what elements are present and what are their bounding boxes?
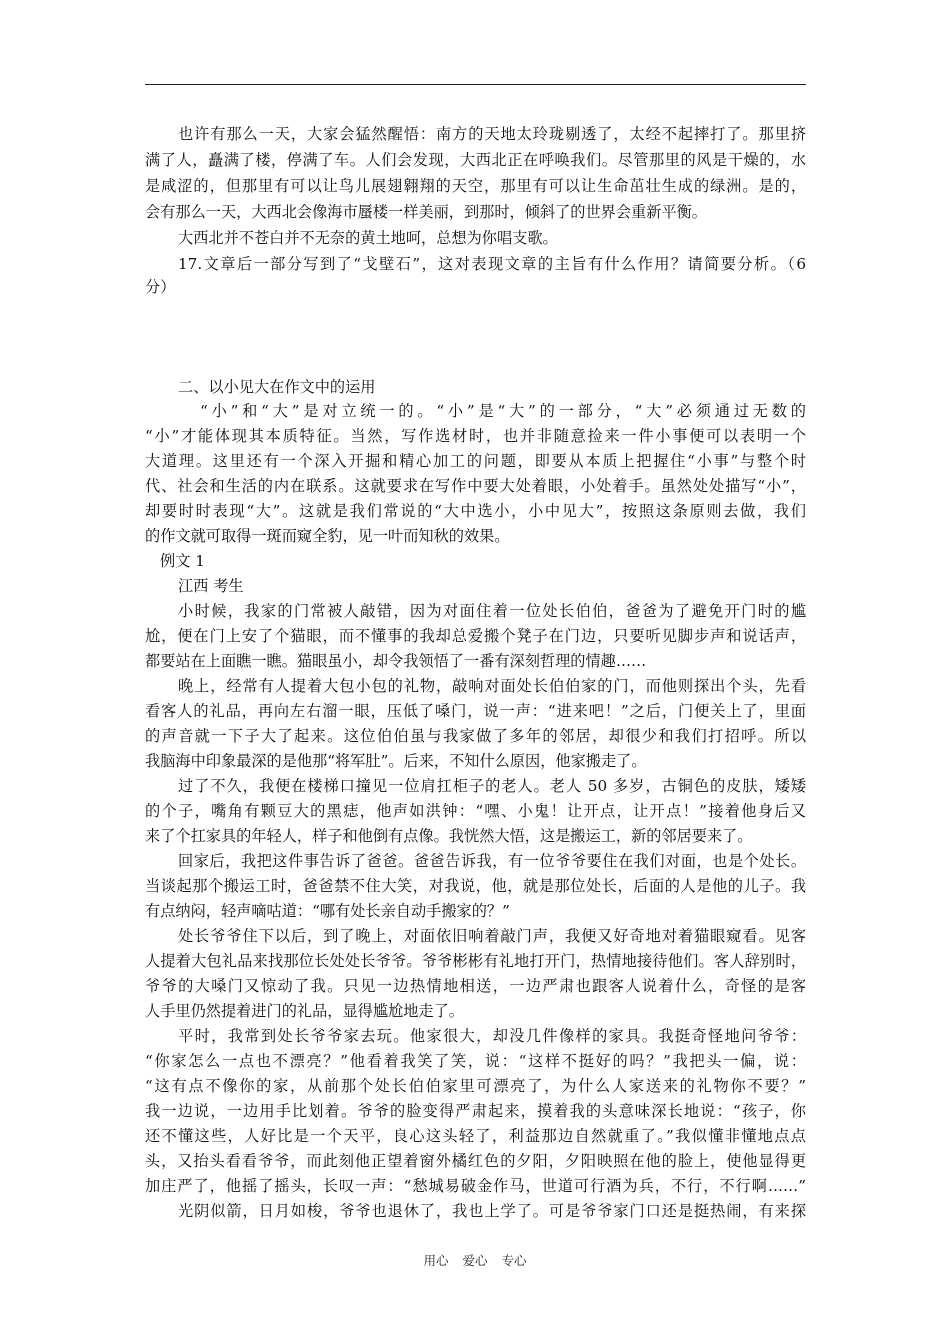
text-line: 大道理。这里还有一个深入开掘和精心加工的问题，即要从本质上把握住“小事”与整个时 xyxy=(145,452,806,470)
question-line: 分） xyxy=(145,278,176,296)
footer-word: 用心 xyxy=(423,1253,449,1268)
text-line: 的声音就一下子大了起来。这位伯伯虽与我家做了多年的邻居，却很少和我们打招呼。所以 xyxy=(145,727,806,745)
text-line: 尬，便在门上安了个猫眼，而不懂事的我却总爱搬个凳子在门边，只要听见脚步声和说话声， xyxy=(145,627,806,645)
text-line: 会有那么一天，大西北会像海市蜃楼一样美丽，到那时，倾斜了的世界会重新平衡。 xyxy=(145,203,707,221)
text-line: “你家怎么一点也不漂亮？”他看着我笑了笑，说：“这样不挺好的吗？”我把头一偏，说： xyxy=(145,1052,806,1070)
text-line: 头，又抬头看看爷爷，而此刻他正望着窗外橘红色的夕阳，夕阳映照在他的脸上，使他显得更 xyxy=(145,1152,806,1170)
text-line: 平时，我常到处长爷爷家去玩。他家很大，却没几件像样的家具。我挺奇怪地问爷爷： xyxy=(178,1027,806,1045)
text-line: 加庄严了，他摇了摇头，长叹一声：“愁城易破金作马，世道可行酒为兵，不行，不行啊……” xyxy=(145,1177,806,1195)
text-line: 也许有那么一天，大家会猛然醒悟：南方的天地太玲珑剔透了，太经不起摔打了。那里挤 xyxy=(178,125,806,143)
text-line: 还不懂这些，人好比是一个天平，良心这头轻了，利益那边自然就重了。”我似懂非懂地点点 xyxy=(145,1127,806,1145)
text-line: 代、社会和生活的内在联系。这就要求在写作中要大处着眼，小处着手。虽然处处描写“小”， xyxy=(145,477,806,495)
text-line: 当谈起那个搬运工时，爸爸禁不住大笑，对我说，他，就是那位处长，后面的人是他的儿子。我 xyxy=(145,877,806,895)
text-line: 满了人，矗满了楼，停满了车。人们会发现，大西北正在呼唤我们。尽管那里的风是干燥的，水 xyxy=(145,151,806,169)
footer-word: 专心 xyxy=(501,1253,527,1268)
question-line: 17.文章后一部分写到了“戈壁石”，这对表现文章的主旨有什么作用？请简要分析。（6 xyxy=(178,255,806,273)
text-line: 回家后，我把这件事告诉了爸爸。爸爸告诉我，有一位爷爷要住在我们对面，也是个处长。 xyxy=(178,852,806,870)
text-line: 的作文就可取得一斑而窥全豹，见一叶而知秋的效果。 xyxy=(145,527,510,545)
text-line: 过了不久，我便在楼梯口撞见一位肩扛柜子的老人。老人 50 多岁，古铜色的皮肤，矮矮 xyxy=(178,777,806,795)
footer-word: 爱心 xyxy=(462,1253,488,1268)
text-line: 的个子，嘴角有颗豆大的黑痣，他声如洪钟：“嘿、小鬼！让开点，让开点！”接着他身后又 xyxy=(145,802,806,820)
text-line: 小时候，我家的门常被人敲错，因为对面住着一位处长伯伯，爸爸为了避免开门时的尴 xyxy=(178,602,806,620)
text-line: 我一边说，一边用手比划着。爷爷的脸变得严肃起来，摸着我的头意味深长地说：“孩子，你 xyxy=(145,1102,806,1120)
text-line: 都要站在上面瞧一瞧。猫眼虽小，却令我领悟了一番有深刻哲理的情趣…… xyxy=(145,652,647,670)
text-line: 来了个扛家具的年轻人，样子和他倒有点像。我恍然大悟，这是搬运工，新的邻居要来了。 xyxy=(145,827,753,845)
text-line: 光阴似箭，日月如梭，爷爷也退休了，我也上学了。可是爷爷家门口还是挺热闹，有来探 xyxy=(178,1202,806,1220)
text-line: 晚上，经常有人提着大包小包的礼物，敲响对面处长伯伯家的门，而他则探出个头，先看 xyxy=(178,677,806,695)
section-title: 二、以小见大在作文中的运用 xyxy=(178,378,376,396)
text-line: 我脑海中印象最深的是他那“将军肚”。后来，不知什么原因，他家搬走了。 xyxy=(145,752,647,770)
example-label: 例文 1 xyxy=(160,552,205,570)
author-line: 江西 考生 xyxy=(178,577,244,595)
text-line: 有点纳闷，轻声嘀咕道：“哪有处长亲自动手搬家的？” xyxy=(145,902,510,920)
text-line: 人手里仍然提着进门的礼品，显得尴尬地走了。 xyxy=(145,1002,464,1020)
page-footer xyxy=(0,1251,950,1269)
text-line: 处长爷爷住下以后，到了晚上，对面依旧响着敲门声，我便又好奇地对着猫眼窥看。见客 xyxy=(178,927,806,945)
text-line: “小”才能体现其本质特征。当然，写作选材时，也并非随意捡来一件小事便可以表明一个 xyxy=(145,427,806,445)
header-rule xyxy=(145,84,806,85)
text-line: “小”和“大”是对立统一的。“小”是“大”的一部分，“大”必须通过无数的 xyxy=(200,402,806,420)
text-line: 大西北并不苍白并不无奈的黄土地呵，总想为你唱支歌。 xyxy=(178,229,558,247)
text-line: 看客人的礼品，再向左右溜一眼，压低了嗓门，说一声：“进来吧！”之后，门便关上了，里面 xyxy=(145,702,806,720)
text-line: 人提着大包礼品来找那位长处处长爷爷。爷爷彬彬有礼地打开门，热情地接待他们。客人辞别时， xyxy=(145,952,806,970)
text-line: 是咸涩的，但那里有可以让鸟儿展翅翱翔的天空，那里有可以让生命茁壮生成的绿洲。是的， xyxy=(145,177,806,195)
text-line: 爷爷的大嗓门又惊动了我。只见一边热情地相送，一边严肃也跟客人说着什么，奇怪的是客 xyxy=(145,977,806,995)
text-line: 却要时时表现“大”。这就是我们常说的“大中选小，小中见大”，按照这条原则去做，我们 xyxy=(145,502,806,520)
text-line: “这有点不像你的家，从前那个处长伯伯家里可漂亮了，为什么人家送来的礼物你不要？” xyxy=(145,1077,806,1095)
